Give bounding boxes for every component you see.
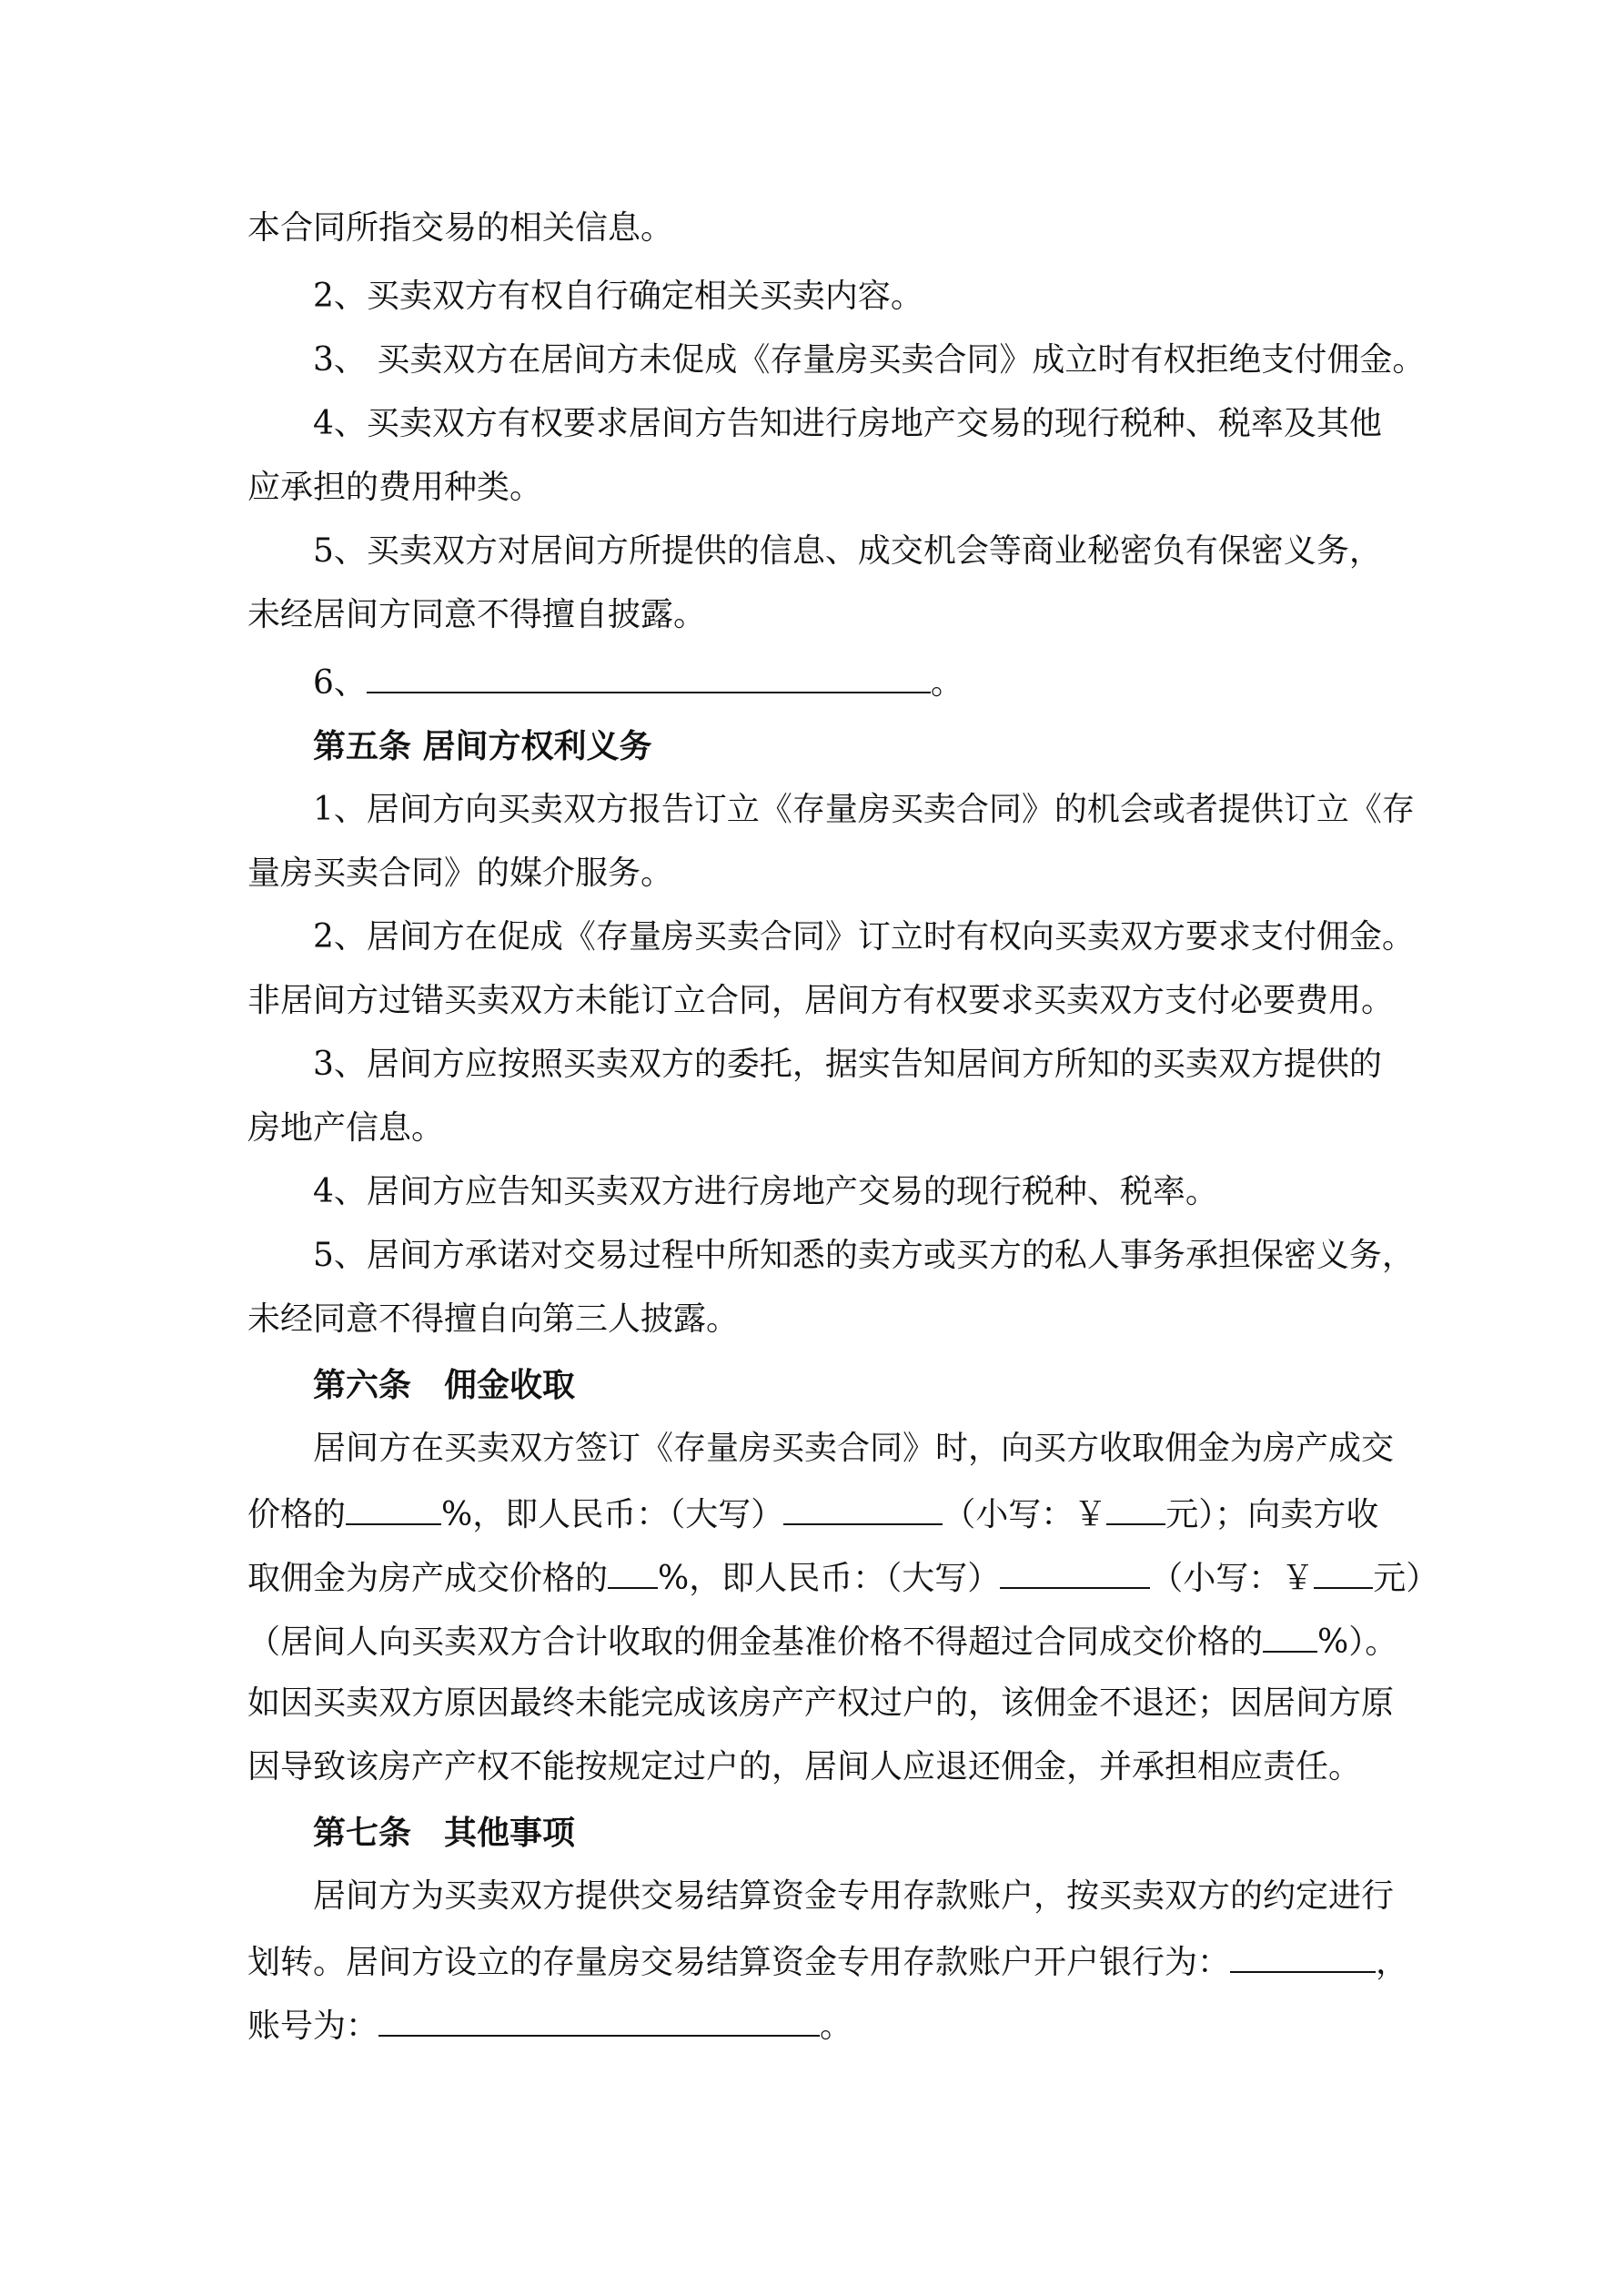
text-fragment: 元）；向卖方收 <box>1165 1496 1379 1533</box>
bank-line <box>247 1938 1409 1985</box>
text-line: 1、居间方向买卖双方报告订立《存量房买卖合同》的机会或者提供订立《存 <box>313 791 1415 828</box>
section-heading: 第六条 佣金收取 <box>313 1366 576 1404</box>
text-line: 2、买卖双方有权自行确定相关买卖内容。 <box>313 278 923 315</box>
text-fragment: 。 <box>820 2008 853 2045</box>
text-line: 如因买卖双方原因最终未能完成该房产产权过户的，该佣金不退还；因居间方原 <box>247 1684 1395 1722</box>
text-line: 3、居间方应按照买卖双方的委托，据实告知居间方所知的买卖双方提供的 <box>313 1046 1382 1083</box>
text-fragment: 价格的 <box>247 1496 347 1533</box>
text-line: 4、居间方应告知买卖双方进行房地产交易的现行税种、税率。 <box>313 1173 1218 1210</box>
text-line: 2、居间方在促成《存量房买卖合同》订立时有权向买卖双方要求支付佣金。 <box>313 918 1415 956</box>
text-fragment: %，即人民币：（大写） <box>658 1560 1001 1597</box>
text-line: 应承担的费用种类。 <box>247 469 543 506</box>
text-fragment: %，即人民币：（大写） <box>441 1496 784 1533</box>
text-line: 3、 买卖双方在居间方未促成《存量房买卖合同》成立时有权拒绝支付佣金。 <box>313 341 1426 379</box>
commission-line <box>247 1491 1385 1537</box>
text-line: 未经同意不得擅自向第三人披露。 <box>247 1300 740 1338</box>
text-line: 未经居间方同意不得擅自披露。 <box>247 596 707 633</box>
text-line: 5、买卖双方对居间方所提供的信息、成交机会等商业秘密负有保密义务， <box>313 532 1382 570</box>
fill-in-blank[interactable] <box>1000 1554 1150 1589</box>
fill-in-blank[interactable] <box>346 1491 441 1525</box>
text-fragment: 。 <box>930 664 963 702</box>
fill-in-blank[interactable] <box>1106 1491 1165 1525</box>
text-line: 4、买卖双方有权要求居间方告知进行房地产交易的现行税种、税率及其他 <box>313 405 1382 442</box>
section-heading: 第五条 居间方权利义务 <box>313 727 652 765</box>
commission-line <box>247 1618 1398 1664</box>
text-fragment: 账号为： <box>247 2008 379 2045</box>
fill-in-blank[interactable] <box>1230 1938 1376 1973</box>
text-fragment: ， <box>1376 1944 1409 1981</box>
section-heading: 第七条 其他事项 <box>313 1814 576 1852</box>
text-line: 房地产信息。 <box>247 1109 445 1147</box>
fill-in-blank[interactable] <box>608 1554 658 1589</box>
text-fragment: 6、 <box>313 664 367 702</box>
text-fragment: 取佣金为房产成交价格的 <box>247 1560 609 1597</box>
commission-line <box>247 1554 1439 1601</box>
fill-in-blank[interactable] <box>1314 1554 1373 1589</box>
text-fragment: （居间人向买卖双方合计收取的佣金基准价格不得超过合同成交价格的 <box>247 1623 1264 1661</box>
text-line: 因导致该房产产权不能按规定过户的，居间人应退还佣金，并承担相应责任。 <box>247 1748 1362 1785</box>
fill-in-blank[interactable] <box>783 1491 943 1525</box>
fill-in-blank[interactable] <box>1263 1618 1317 1653</box>
text-line: 居间方为买卖双方提供交易结算资金专用存款账户，按买卖双方的约定进行 <box>313 1877 1395 1915</box>
account-line <box>247 2002 1385 2048</box>
text-line: 居间方在买卖双方签订《存量房买卖合同》时，向买方收取佣金为房产成交 <box>313 1430 1395 1467</box>
text-line: 量房买卖合同》的媒介服务。 <box>247 855 674 892</box>
text-fragment: （小写：￥ <box>1150 1560 1315 1597</box>
text-fragment: %）。 <box>1317 1623 1398 1661</box>
text-fragment: 划转。居间方设立的存量房交易结算资金专用存款账户开户银行为： <box>247 1944 1231 1981</box>
clause-6-line <box>313 659 1450 705</box>
text-fragment: 元） <box>1373 1560 1439 1597</box>
fill-in-blank[interactable] <box>367 659 931 693</box>
text-fragment: （小写：￥ <box>943 1496 1107 1533</box>
text-line: 非居间方过错买卖双方未能订立合同，居间方有权要求买卖双方支付必要费用。 <box>247 982 1395 1019</box>
fill-in-blank[interactable] <box>378 2002 820 2037</box>
text-line: 5、居间方承诺对交易过程中所知悉的卖方或买方的私人事务承担保密义务， <box>313 1237 1415 1274</box>
text-line: 本合同所指交易的相关信息。 <box>247 209 674 247</box>
